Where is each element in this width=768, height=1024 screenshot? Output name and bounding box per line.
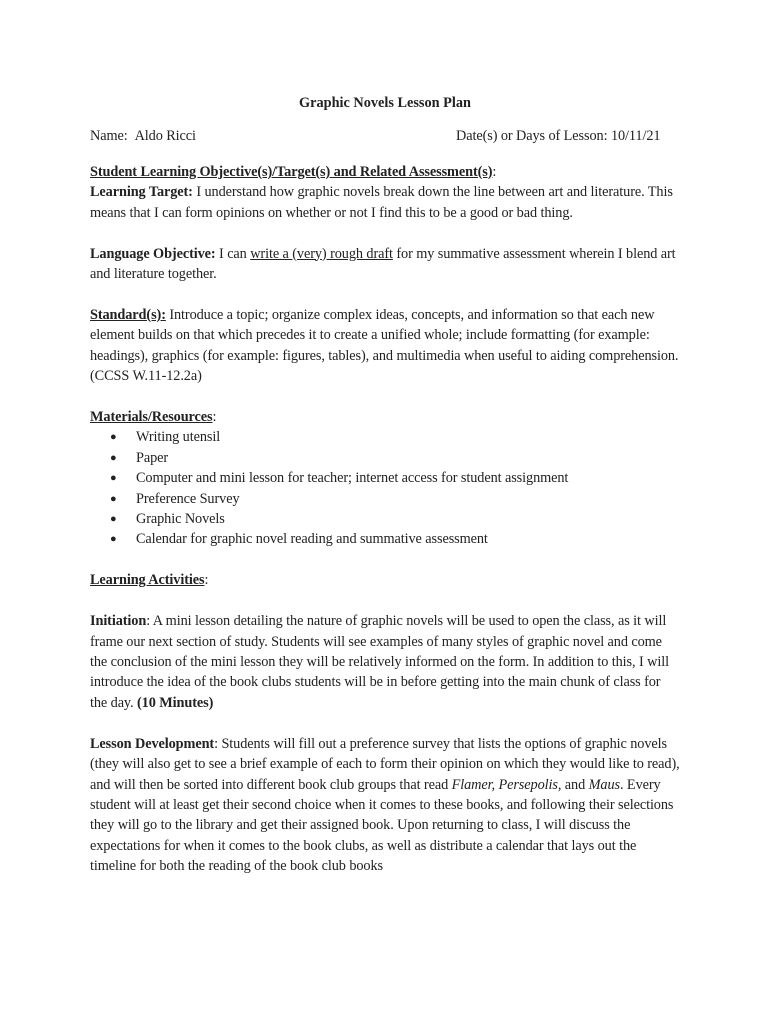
standards-paragraph bbox=[90, 305, 680, 387]
slo-heading-line bbox=[90, 162, 680, 182]
book-title-flamer: Flamer, bbox=[451, 776, 495, 793]
book-title-maus: Maus bbox=[588, 776, 620, 793]
list-item-text: Graphic Novels bbox=[136, 510, 225, 527]
lesson-development-text-1: : Students will fill out a preference survey that lists the options of graphic novels (they will also get to see a brief example of each to form their opinion on which they would like to read), and will then be sorted into different book club groups that read bbox=[90, 735, 680, 793]
list-item bbox=[90, 468, 680, 488]
header-row bbox=[90, 126, 680, 146]
list-item-text: Writing utensil bbox=[136, 429, 221, 446]
list-item-text: Computer and mini lesson for teacher; internet access for student assignment bbox=[136, 470, 569, 487]
lesson-development-and: and bbox=[561, 776, 589, 793]
list-item bbox=[90, 427, 680, 447]
learning-target-label: Learning Target: bbox=[90, 184, 193, 201]
lesson-development-text-2: . Every student will at least get their second choice when it comes to these books, and following their selections they will go to the library and get their assigned book. Upon returning to class, I will discuss the expectations for when it comes to the book clubs, as well as distribute a calendar that lays out the timeline for both the reading of the book club books bbox=[90, 776, 674, 875]
language-objective-underlined: write a (very) rough draft bbox=[250, 245, 393, 262]
name-field bbox=[90, 128, 196, 144]
learning-activities-heading: Learning Activities bbox=[90, 572, 205, 589]
initiation-duration: (10 Minutes) bbox=[137, 694, 214, 711]
date-value: 10/11/21 bbox=[610, 128, 661, 145]
list-item-text: Preference Survey bbox=[136, 490, 240, 507]
bullet-icon: ● bbox=[110, 492, 117, 505]
learning-activities-colon: : bbox=[204, 572, 209, 589]
lesson-development-paragraph bbox=[90, 734, 680, 877]
language-objective-post: for my summative assessment wherein I blend art and literature together. bbox=[90, 245, 676, 282]
date-label: Date(s) or Days of Lesson: bbox=[456, 128, 608, 145]
initiation-paragraph bbox=[90, 611, 680, 713]
date-field bbox=[456, 126, 660, 146]
materials-heading: Materials/Resources bbox=[90, 408, 213, 425]
materials-list bbox=[90, 427, 680, 549]
language-objective-paragraph bbox=[90, 244, 680, 285]
name-value: Aldo Ricci bbox=[134, 128, 196, 145]
initiation-text: : A mini lesson detailing the nature of graphic novels will be used to open the class, as it will frame our next section of study. Students will see examples of many styles of graphic novel and come the conclusion of the mini lesson they will be relatively informed on the form. In addition to this, I will introduce the idea of the book clubs students will be in before getting into the main chunk of class for the day. bbox=[90, 613, 669, 711]
materials-colon: : bbox=[212, 408, 217, 425]
name-label: Name: bbox=[90, 128, 128, 145]
document-title: Graphic Novels Lesson Plan bbox=[299, 95, 471, 111]
list-item-text: Calendar for graphic novel reading and summative assessment bbox=[136, 531, 488, 548]
standards-label: Standard(s): bbox=[90, 306, 166, 323]
lesson-plan-document bbox=[90, 93, 680, 897]
language-objective-label: Language Objective: bbox=[90, 245, 216, 262]
book-title-persepolis: Persepolis, bbox=[498, 776, 562, 793]
bullet-icon: ● bbox=[110, 431, 117, 444]
language-objective-pre: I can bbox=[215, 245, 251, 262]
bullet-icon: ● bbox=[110, 512, 117, 525]
lesson-development-label: Lesson Development bbox=[90, 735, 215, 752]
learning-target-paragraph bbox=[90, 182, 680, 223]
initiation-label: Initiation bbox=[90, 613, 147, 630]
learning-target-text: I understand how graphic novels break down the line between art and literature. This means that I can form opinions on whether or not I find this to be a good or bad thing. bbox=[90, 184, 673, 221]
list-item bbox=[90, 529, 680, 549]
bullet-icon: ● bbox=[110, 472, 117, 485]
bullet-icon: ● bbox=[110, 451, 117, 464]
bullet-icon: ● bbox=[110, 533, 117, 546]
standards-text: Introduce a topic; organize complex ideas, concepts, and information so that each new element builds on that which precedes it to create a unified whole; include formatting (for example: headings), graphics (for example: figures, tables), and multimedia when useful to aiding comprehension. (CCSS W.11-12.2a) bbox=[90, 306, 679, 385]
list-item bbox=[90, 448, 680, 468]
learning-activities-heading-line bbox=[90, 570, 680, 590]
list-item bbox=[90, 489, 680, 509]
list-item bbox=[90, 509, 680, 529]
list-item-text: Paper bbox=[136, 449, 169, 466]
slo-heading: Student Learning Objective(s)/Target(s) and Related Assessment(s) bbox=[90, 163, 493, 180]
materials-heading-line bbox=[90, 407, 680, 427]
slo-colon: : bbox=[492, 163, 497, 180]
